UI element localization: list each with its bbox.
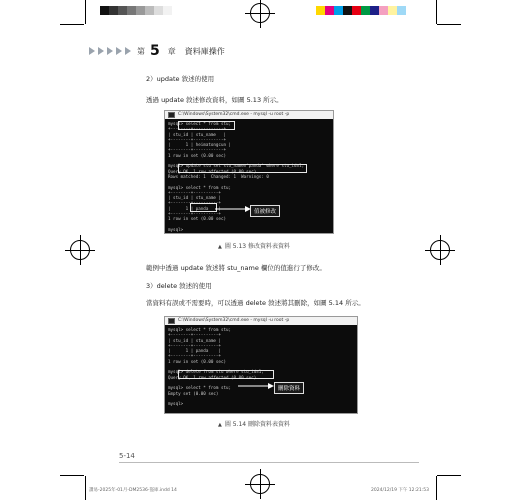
- terminal-line: Rows matched: 1 Changed: 1 Warnings: 0: [168, 173, 269, 179]
- arrow-icon: [89, 47, 95, 55]
- registration-mark-right: [430, 240, 450, 260]
- terminal-line: mysql> select * from stu;: [168, 184, 232, 190]
- terminal-line: +--------+----------+: [168, 200, 221, 206]
- highlight-box: [178, 370, 274, 379]
- terminal-line: Empty set (0.00 sec): [168, 390, 219, 396]
- terminal-line: 1 row in set (0.00 sec): [168, 216, 226, 222]
- gray-color-bar: [100, 6, 172, 15]
- color-swatch: [127, 6, 136, 15]
- paragraph-delete-intro: 當資料有誤或不需要時，可以透過 delete 敘述將其刪除，如圖 5.14 所示。: [146, 299, 365, 307]
- section-heading-update: 2）update 敘述的使用: [146, 75, 215, 83]
- triangle-icon: ▲: [218, 244, 222, 250]
- color-swatch: [118, 6, 127, 15]
- color-swatch: [136, 6, 145, 15]
- page-number: 5-14: [119, 452, 135, 460]
- arrow-icon: [116, 47, 122, 55]
- crop-mark: [437, 24, 461, 25]
- callout-arrow: [238, 381, 274, 391]
- color-swatch: [388, 6, 397, 15]
- color-bar: [316, 6, 406, 15]
- terminal-line: mysql> select * from stu;: [168, 385, 232, 391]
- terminal-line: +--------+------------+: [168, 147, 226, 153]
- highlight-box: [190, 203, 217, 212]
- terminal-title-bar: [165, 111, 333, 119]
- terminal-line: +--------+----------+: [168, 332, 221, 338]
- terminal-line: | stu_id | stu_name |: [168, 195, 221, 201]
- callout-arrow: [215, 204, 251, 214]
- crop-mark: [85, 476, 86, 500]
- crop-mark: [436, 476, 437, 500]
- chapter-title: 資料庫操作: [184, 46, 225, 56]
- terminal-line: mysql> delete from stu where stu_id=1;: [168, 369, 264, 375]
- highlight-box: [178, 164, 307, 173]
- terminal-title: C:\Windows\System32\cmd.exe - mysql -u root -p: [178, 318, 290, 323]
- terminal-line: mysql>: [168, 401, 184, 407]
- color-swatch: [370, 6, 379, 15]
- cmd-icon: [168, 318, 175, 324]
- terminal-title: C:\Windows\System32\cmd.exe - mysql -u root -p: [178, 112, 290, 117]
- arrow-icon: [98, 47, 104, 55]
- terminal-line: Query OK, 1 row affected (0.00 sec): [168, 374, 257, 380]
- terminal-line: | 1 | panda |: [168, 348, 221, 354]
- registration-mark-top: [250, 3, 270, 23]
- crop-mark: [437, 475, 461, 476]
- color-swatch: [361, 6, 370, 15]
- terminal-output: [165, 325, 357, 408]
- chapter-number: 5: [150, 43, 160, 59]
- terminal-line: +--------+----------+: [168, 189, 221, 195]
- crop-mark: [436, 0, 437, 24]
- crop-mark: [85, 0, 86, 24]
- color-swatch: [379, 6, 388, 15]
- terminal-line: +--------+------------+: [168, 136, 226, 142]
- terminal-output: [165, 119, 333, 234]
- section-heading-delete: 3）delete 敘述的使用: [146, 282, 212, 290]
- registration-mark-left: [70, 240, 90, 260]
- terminal-title-bar: [165, 317, 357, 325]
- color-swatch: [397, 6, 406, 15]
- callout-delete-data: 刪除資料: [274, 382, 304, 394]
- arrow-icon: [107, 47, 113, 55]
- terminal-line: mysql> select * from stu;: [168, 327, 232, 332]
- paragraph-update-intro: 透過 update 敘述修改資料，如圖 5.13 所示。: [146, 96, 283, 104]
- terminal-line: mysql> select * from stu;: [168, 121, 232, 126]
- color-swatch: [109, 6, 118, 15]
- terminal-line: +--------+----------+: [168, 211, 221, 217]
- terminal-line: mysql>: [168, 226, 184, 232]
- crop-mark: [60, 24, 84, 25]
- color-swatch: [352, 6, 361, 15]
- terminal-line: mysql> update stu set stu_name='panda' where stu_id=1;: [168, 163, 305, 169]
- terminal-line: Query OK, 1 row affected (0.00 sec): [168, 168, 257, 174]
- color-swatch: [334, 6, 343, 15]
- color-swatch: [325, 6, 334, 15]
- terminal-line: | 1 | panda |: [168, 205, 221, 211]
- cmd-icon: [168, 112, 175, 118]
- terminal-window-514: [164, 316, 358, 414]
- figure-caption-514: ▲ 圖 5.14 刪除資料表資料: [218, 421, 291, 428]
- terminal-line: 1 row in set (0.00 sec): [168, 358, 226, 364]
- crop-mark: [60, 475, 84, 476]
- color-swatch: [154, 6, 163, 15]
- terminal-line: +--------+----------+: [168, 353, 221, 359]
- terminal-line: | stu_id | stu_name |: [168, 337, 221, 343]
- footer-file-info: 讚易-2025年-01月-DM2536-盜庫.indd 14: [89, 488, 177, 493]
- color-swatch: [145, 6, 154, 15]
- figure-caption-513: ▲ 圖 5.13 修改資料表資料: [218, 243, 291, 250]
- terminal-line: | 1 | heimatongcun |: [168, 142, 232, 148]
- terminal-line: +--------+------------+: [168, 126, 226, 132]
- page-rule: [119, 462, 419, 463]
- arrow-icon: [125, 47, 131, 55]
- color-swatch: [163, 6, 172, 15]
- terminal-line: +--------+----------+: [168, 342, 221, 348]
- color-swatch: [316, 6, 325, 15]
- terminal-line: 1 row in set (0.00 sec): [168, 152, 226, 158]
- footer-timestamp: 2024/12/19 下午 12:21:53: [371, 488, 430, 493]
- callout-value-modified: 值被修改: [250, 205, 280, 217]
- paragraph-update-result: 範例中透過 update 敘述將 stu_name 欄位的值進行了修改。: [146, 264, 326, 272]
- chapter-header: [89, 43, 225, 59]
- color-swatch: [100, 6, 109, 15]
- terminal-line: | stu_id | stu_name |: [168, 131, 226, 137]
- chapter-prefix: 第: [137, 46, 145, 56]
- registration-mark-bottom: [250, 474, 270, 494]
- chapter-suffix: 章: [167, 46, 176, 56]
- highlight-box: [178, 121, 235, 130]
- color-swatch: [343, 6, 352, 15]
- triangle-icon: ▲: [218, 422, 222, 428]
